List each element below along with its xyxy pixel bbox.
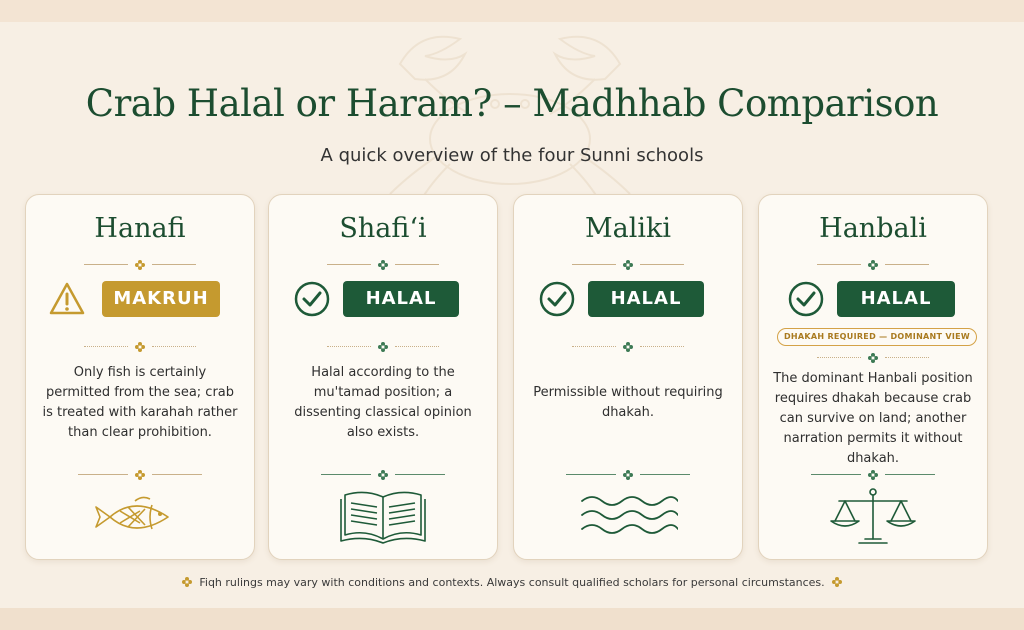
card-hanafi — [25, 194, 255, 560]
status-badge: HALAL — [588, 281, 704, 317]
warning-icon — [48, 280, 86, 318]
ruling-description: The dominant Hanbali position requires dhakah because crab can survive on land; another narration permits it without dhakah. — [773, 371, 973, 466]
scales-icon — [823, 487, 923, 547]
checkmark-icon — [293, 280, 331, 318]
divider — [572, 259, 684, 271]
divider — [572, 341, 684, 353]
open-book-icon — [333, 487, 433, 547]
dhakah-note-pill: DHAKAH REQUIRED — DOMINANT VIEW — [777, 328, 977, 346]
checkmark-icon — [787, 280, 825, 318]
waves-icon — [578, 487, 678, 547]
divider — [811, 469, 935, 481]
top-band — [0, 0, 1024, 22]
footer-text: Fiqh rulings may vary with conditions and contexts. Always consult qualified scholars for personal circumstances. — [199, 576, 825, 589]
divider — [321, 469, 445, 481]
school-name: Shafi‘i — [339, 213, 427, 244]
divider — [78, 469, 202, 481]
divider — [566, 469, 690, 481]
card-hanbali — [758, 194, 988, 560]
status-badge: HALAL — [343, 281, 459, 317]
page-subtitle: A quick overview of the four Sunni schools — [320, 145, 704, 166]
card-maliki — [513, 194, 743, 560]
footer-disclaimer — [0, 576, 1024, 589]
flower-ornament-icon — [831, 576, 843, 588]
divider — [817, 259, 929, 271]
divider — [327, 341, 439, 353]
flower-ornament-icon — [181, 576, 193, 588]
ruling-description: Permissible without requiring dhakah. — [533, 385, 723, 420]
divider — [84, 341, 196, 353]
ruling-description: Only fish is certainly permitted from the sea; crab is treated with karahah rather than clear prohibition. — [42, 365, 238, 440]
page-title: Crab Halal or Haram? – Madhhab Comparison — [85, 82, 939, 125]
school-name: Hanafi — [94, 213, 186, 244]
status-badge: MAKRUH — [102, 281, 220, 317]
school-name: Maliki — [584, 213, 671, 244]
checkmark-icon — [538, 280, 576, 318]
school-name: Hanbali — [819, 213, 927, 244]
card-shafii — [268, 194, 498, 560]
bottom-band — [0, 608, 1024, 630]
divider — [327, 259, 439, 271]
fish-icon — [90, 487, 190, 547]
ruling-description: Halal according to the mu'tamad position; a dissenting classical opinion also exists. — [294, 365, 472, 440]
divider — [84, 259, 196, 271]
status-badge: HALAL — [837, 281, 955, 317]
divider — [817, 352, 929, 364]
